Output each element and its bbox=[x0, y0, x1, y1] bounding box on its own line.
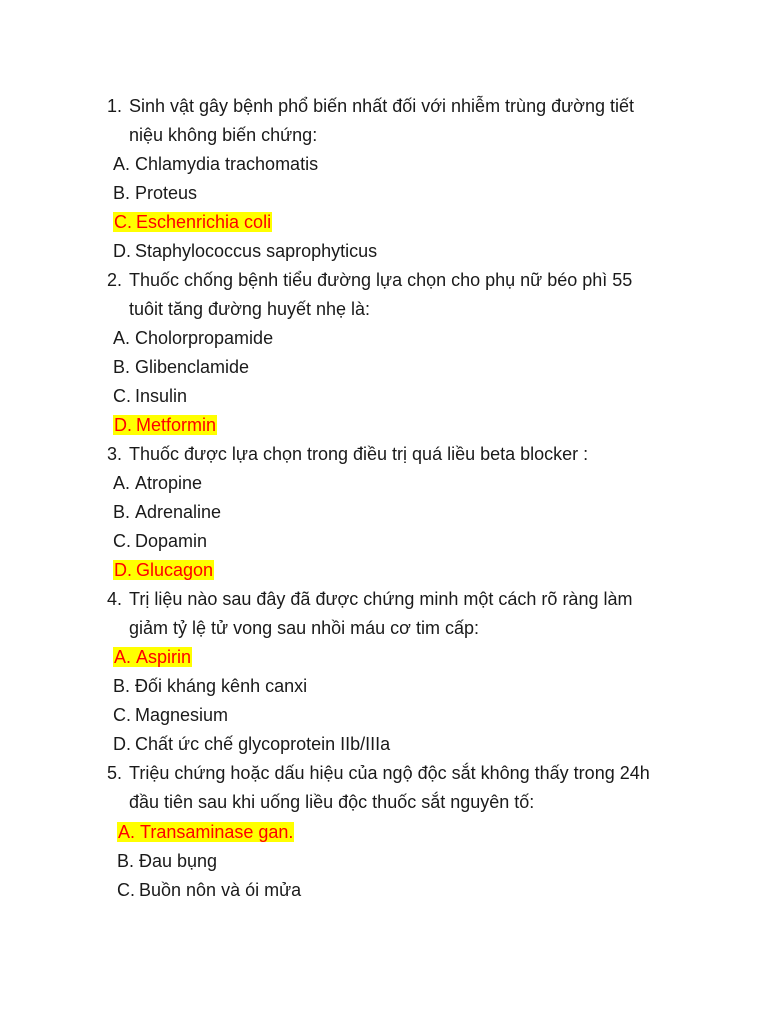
question-5-line-1 bbox=[107, 761, 650, 785]
option-text: Chất ức chế glycoprotein IIb/IIIa bbox=[135, 734, 391, 754]
option-5a-answer bbox=[117, 820, 294, 844]
question-text: Triệu chứng hoặc dấu hiệu của ngộ độc sắt không thấy trong 24h bbox=[129, 763, 650, 783]
option-2d-answer bbox=[113, 413, 217, 437]
option-text: Staphylococcus saprophyticus bbox=[135, 241, 378, 261]
question-4-line-1 bbox=[107, 587, 632, 611]
option-letter: A. bbox=[113, 473, 131, 493]
option-letter: D. bbox=[114, 415, 132, 435]
question-text: đầu tiên sau khi uống liều độc thuốc sắt nguyên tố: bbox=[129, 792, 535, 812]
option-letter: D. bbox=[114, 560, 132, 580]
option-text: Insulin bbox=[135, 386, 188, 406]
option-text: Transaminase gan. bbox=[140, 822, 294, 842]
question-5-line-2 bbox=[129, 790, 534, 814]
option-text: Dopamin bbox=[135, 531, 208, 551]
option-4d bbox=[113, 732, 390, 756]
option-3c bbox=[113, 529, 207, 553]
option-letter: A. bbox=[118, 822, 136, 842]
option-letter: A. bbox=[114, 647, 132, 667]
question-text: Sinh vật gây bệnh phổ biến nhất đối với nhiễm trùng đường tiết bbox=[129, 96, 634, 116]
option-text: Aspirin bbox=[136, 647, 192, 667]
option-letter: C. bbox=[113, 386, 131, 406]
option-letter: C. bbox=[114, 212, 132, 232]
question-2-line-1 bbox=[107, 268, 632, 292]
option-text: Cholorpropamide bbox=[135, 328, 274, 348]
option-letter: D. bbox=[113, 734, 131, 754]
option-2b bbox=[113, 355, 249, 379]
option-4a-answer bbox=[113, 645, 192, 669]
option-2c bbox=[113, 384, 187, 408]
option-3d-answer bbox=[113, 558, 214, 582]
question-number: 1. bbox=[107, 96, 123, 116]
option-1c-answer bbox=[113, 210, 272, 234]
option-text: Adrenaline bbox=[135, 502, 222, 522]
option-letter: B. bbox=[113, 502, 131, 522]
question-text: niệu không biến chứng: bbox=[129, 125, 318, 145]
option-5b bbox=[117, 849, 217, 873]
question-text: giảm tỷ lệ tử vong sau nhồi máu cơ tim cấp: bbox=[129, 618, 480, 638]
question-4-line-2 bbox=[129, 616, 479, 640]
option-text: Proteus bbox=[135, 183, 198, 203]
option-4c bbox=[113, 703, 228, 727]
option-letter: C. bbox=[113, 531, 131, 551]
question-text: Thuốc chống bệnh tiểu đường lựa chọn cho phụ nữ béo phì 55 bbox=[129, 270, 633, 290]
question-number: 2. bbox=[107, 270, 123, 290]
option-letter: A. bbox=[113, 328, 131, 348]
option-letter: A. bbox=[113, 154, 131, 174]
option-5c bbox=[117, 878, 301, 902]
option-letter: B. bbox=[113, 676, 131, 696]
option-text: Atropine bbox=[135, 473, 203, 493]
question-text: tuôit tăng đường huyết nhẹ là: bbox=[129, 299, 371, 319]
question-number: 5. bbox=[107, 763, 123, 783]
question-1-line-2 bbox=[129, 123, 317, 147]
option-1b bbox=[113, 181, 197, 205]
question-3-line-1 bbox=[107, 442, 588, 466]
option-text: Metformin bbox=[136, 415, 217, 435]
option-letter: B. bbox=[113, 357, 131, 377]
question-2-line-2 bbox=[129, 297, 370, 321]
option-text: Glucagon bbox=[136, 560, 214, 580]
option-text: Magnesium bbox=[135, 705, 229, 725]
question-text: Thuốc được lựa chọn trong điều trị quá liều beta blocker : bbox=[129, 444, 589, 464]
option-text: Đau bụng bbox=[139, 851, 218, 871]
option-2a bbox=[113, 326, 273, 350]
option-text: Đối kháng kênh canxi bbox=[135, 676, 308, 696]
option-4b bbox=[113, 674, 307, 698]
option-1d bbox=[113, 239, 377, 263]
option-3a bbox=[113, 471, 202, 495]
question-text: Trị liệu nào sau đây đã được chứng minh một cách rõ ràng làm bbox=[129, 589, 633, 609]
option-letter: B. bbox=[117, 851, 135, 871]
option-letter: B. bbox=[113, 183, 131, 203]
option-letter: C. bbox=[113, 705, 131, 725]
option-text: Glibenclamide bbox=[135, 357, 250, 377]
option-text: Buồn nôn và ói mửa bbox=[139, 880, 302, 900]
option-3b bbox=[113, 500, 221, 524]
question-number: 3. bbox=[107, 444, 123, 464]
option-letter: C. bbox=[117, 880, 135, 900]
option-text: Eschenrichia coli bbox=[136, 212, 272, 232]
question-number: 4. bbox=[107, 589, 123, 609]
option-text: Chlamydia trachomatis bbox=[135, 154, 319, 174]
question-1-line-1 bbox=[107, 94, 634, 118]
option-1a bbox=[113, 152, 318, 176]
option-letter: D. bbox=[113, 241, 131, 261]
